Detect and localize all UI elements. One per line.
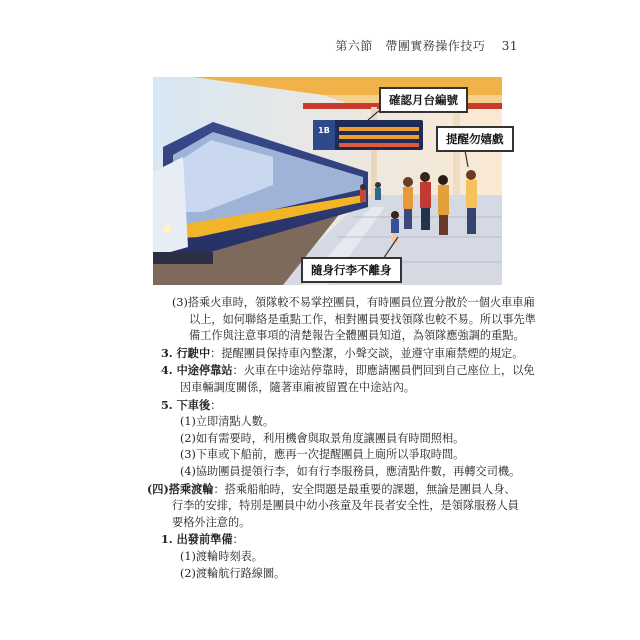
paragraph-line: 要格外注意的。 [172, 515, 251, 529]
sub-item: (3)下車或下船前，應再一次提醒團員上廁所以爭取時間。 [180, 448, 465, 462]
callout-keep-luggage: 隨身行李不離身 [301, 257, 402, 283]
sub-item: (2)渡輪航行路線圖。 [180, 566, 286, 580]
item-heading: 5. 下車後 [161, 397, 211, 412]
sub-item: (4)協助團員提領行李，如有行李服務員，應清點件數，再轉交司機。 [180, 464, 521, 478]
section-text: ：搭乘船舶時，安全問題是最重要的課題，無論是團員人身、 [213, 482, 516, 496]
running-header [335, 37, 518, 54]
item-heading: 1. 出發前準備 [161, 532, 233, 547]
body-text [147, 295, 536, 582]
section-heading: (四)搭乘渡輪 [147, 481, 214, 496]
list-item [155, 362, 535, 380]
list-item [155, 531, 500, 549]
item-heading: 3. 行駛中 [161, 345, 211, 360]
section-title: 第六節 帶團實務操作技巧 [335, 39, 486, 53]
item-text: ：提醒團員保持車內整潔，小聲交談，並遵守車廂禁煙的規定。 [210, 346, 524, 360]
section-item [147, 481, 516, 499]
sub-item: (2)如有需要時，利用機會與取景角度讓團員有時間照相。 [180, 431, 465, 445]
paragraph-line: 行李的安排，特別是團員中幼小孩童及年長者安全性，是領隊服務人員 [172, 499, 519, 513]
page-number: 31 [501, 39, 518, 53]
callout-confirm-platform: 確認月台編號 [379, 87, 468, 113]
board-platform-label: 1B [318, 126, 330, 135]
callout-no-play: 提醒勿嬉戲 [436, 126, 514, 152]
item-text: ：火車在中途站停靠時，即應請團員們回到自己座位上，以免 [232, 364, 535, 378]
sub-item: (1)立即清點人數。 [180, 415, 275, 429]
sub-item: (1)渡輪時刻表。 [180, 549, 263, 563]
item-heading: 4. 中途停靠站 [161, 363, 233, 378]
list-item [155, 397, 500, 415]
item-text: ： [232, 533, 244, 547]
list-item [155, 345, 524, 363]
item-text: ： [210, 398, 222, 412]
paragraph-line: 以上，如何聯絡是重點工作，相對團員要找領隊也較不易。所以事先準 [189, 312, 536, 326]
paragraph-line: (3)搭乘火車時，領隊較不易掌控團員，有時團員位置分散於一個火車車廂 [172, 296, 535, 309]
paragraph-line: 備工作與注意事項的清楚報告全體團員知道，為領隊應強調的重點。 [189, 329, 525, 343]
paragraph-line: 因車輛調度關係，隨著車廂被留置在中途站內。 [180, 380, 415, 394]
train-platform-illustration [153, 77, 502, 285]
